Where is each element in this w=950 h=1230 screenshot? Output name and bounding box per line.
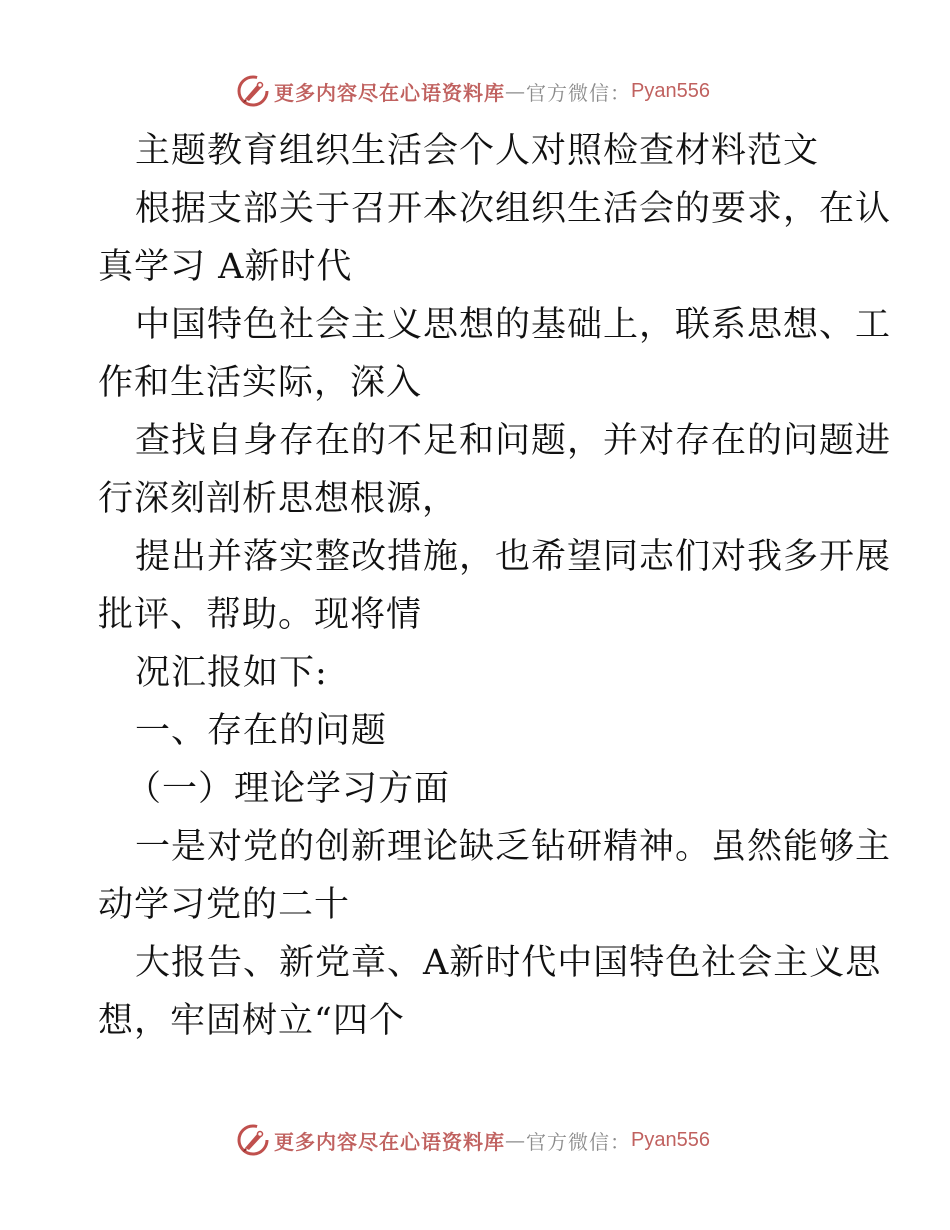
paragraph-line: 提出并落实整改措施，也希望同志们对我多开展 — [135, 537, 892, 577]
paragraph-line: 一是对党的创新理论缺乏钻研精神。虽然能够主 — [135, 827, 892, 867]
subsection-heading: （一）理论学习方面 — [126, 769, 451, 809]
footer-watermark-banner — [236, 1122, 710, 1158]
paragraph-line: 批评、帮助。现将情 — [98, 595, 423, 635]
paragraph-line: 况汇报如下: — [135, 653, 328, 693]
pen-quill-logo-icon — [236, 74, 270, 108]
banner-dash: — — [505, 79, 526, 103]
paragraph-line: 动学习党的二十 — [98, 885, 351, 925]
paragraph-line: 大报告、新党章、A新时代中国特色社会主义思 — [135, 943, 882, 983]
paragraph-line: 根据支部关于召开本次组织生活会的要求，在认 — [135, 189, 892, 229]
pen-quill-logo-icon — [236, 1123, 270, 1157]
banner-site-name: 更多内容尽在心语资料库 — [274, 80, 505, 105]
document-body — [98, 122, 892, 1050]
section-heading: 一、存在的问题 — [135, 711, 388, 751]
banner-site-name: 更多内容尽在心语资料库 — [274, 1129, 505, 1154]
header-watermark-banner — [236, 73, 710, 109]
paragraph-line: 想，牢固树立“四个 — [98, 1001, 405, 1041]
paragraph-line: 作和生活实际，深入 — [98, 363, 423, 403]
paragraph-line: 查找自身存在的不足和问题，并对存在的问题进 — [135, 421, 892, 461]
paragraph-line: 行深刻剖析思想根源， — [98, 479, 459, 519]
banner-dash: — — [505, 1128, 526, 1152]
banner-wechat-id: Pyan556 — [631, 1128, 710, 1151]
paragraph-line: 中国特色社会主义思想的基础上，联系思想、工 — [135, 305, 892, 345]
banner-wechat-label: 官方微信： — [526, 80, 631, 105]
paragraph-line: 真学习 A新时代 — [98, 247, 353, 287]
banner-wechat-id: Pyan556 — [631, 79, 710, 102]
document-title: 主题教育组织生活会个人对照检查材料范文 — [135, 131, 820, 171]
banner-wechat-label: 官方微信： — [526, 1129, 631, 1154]
